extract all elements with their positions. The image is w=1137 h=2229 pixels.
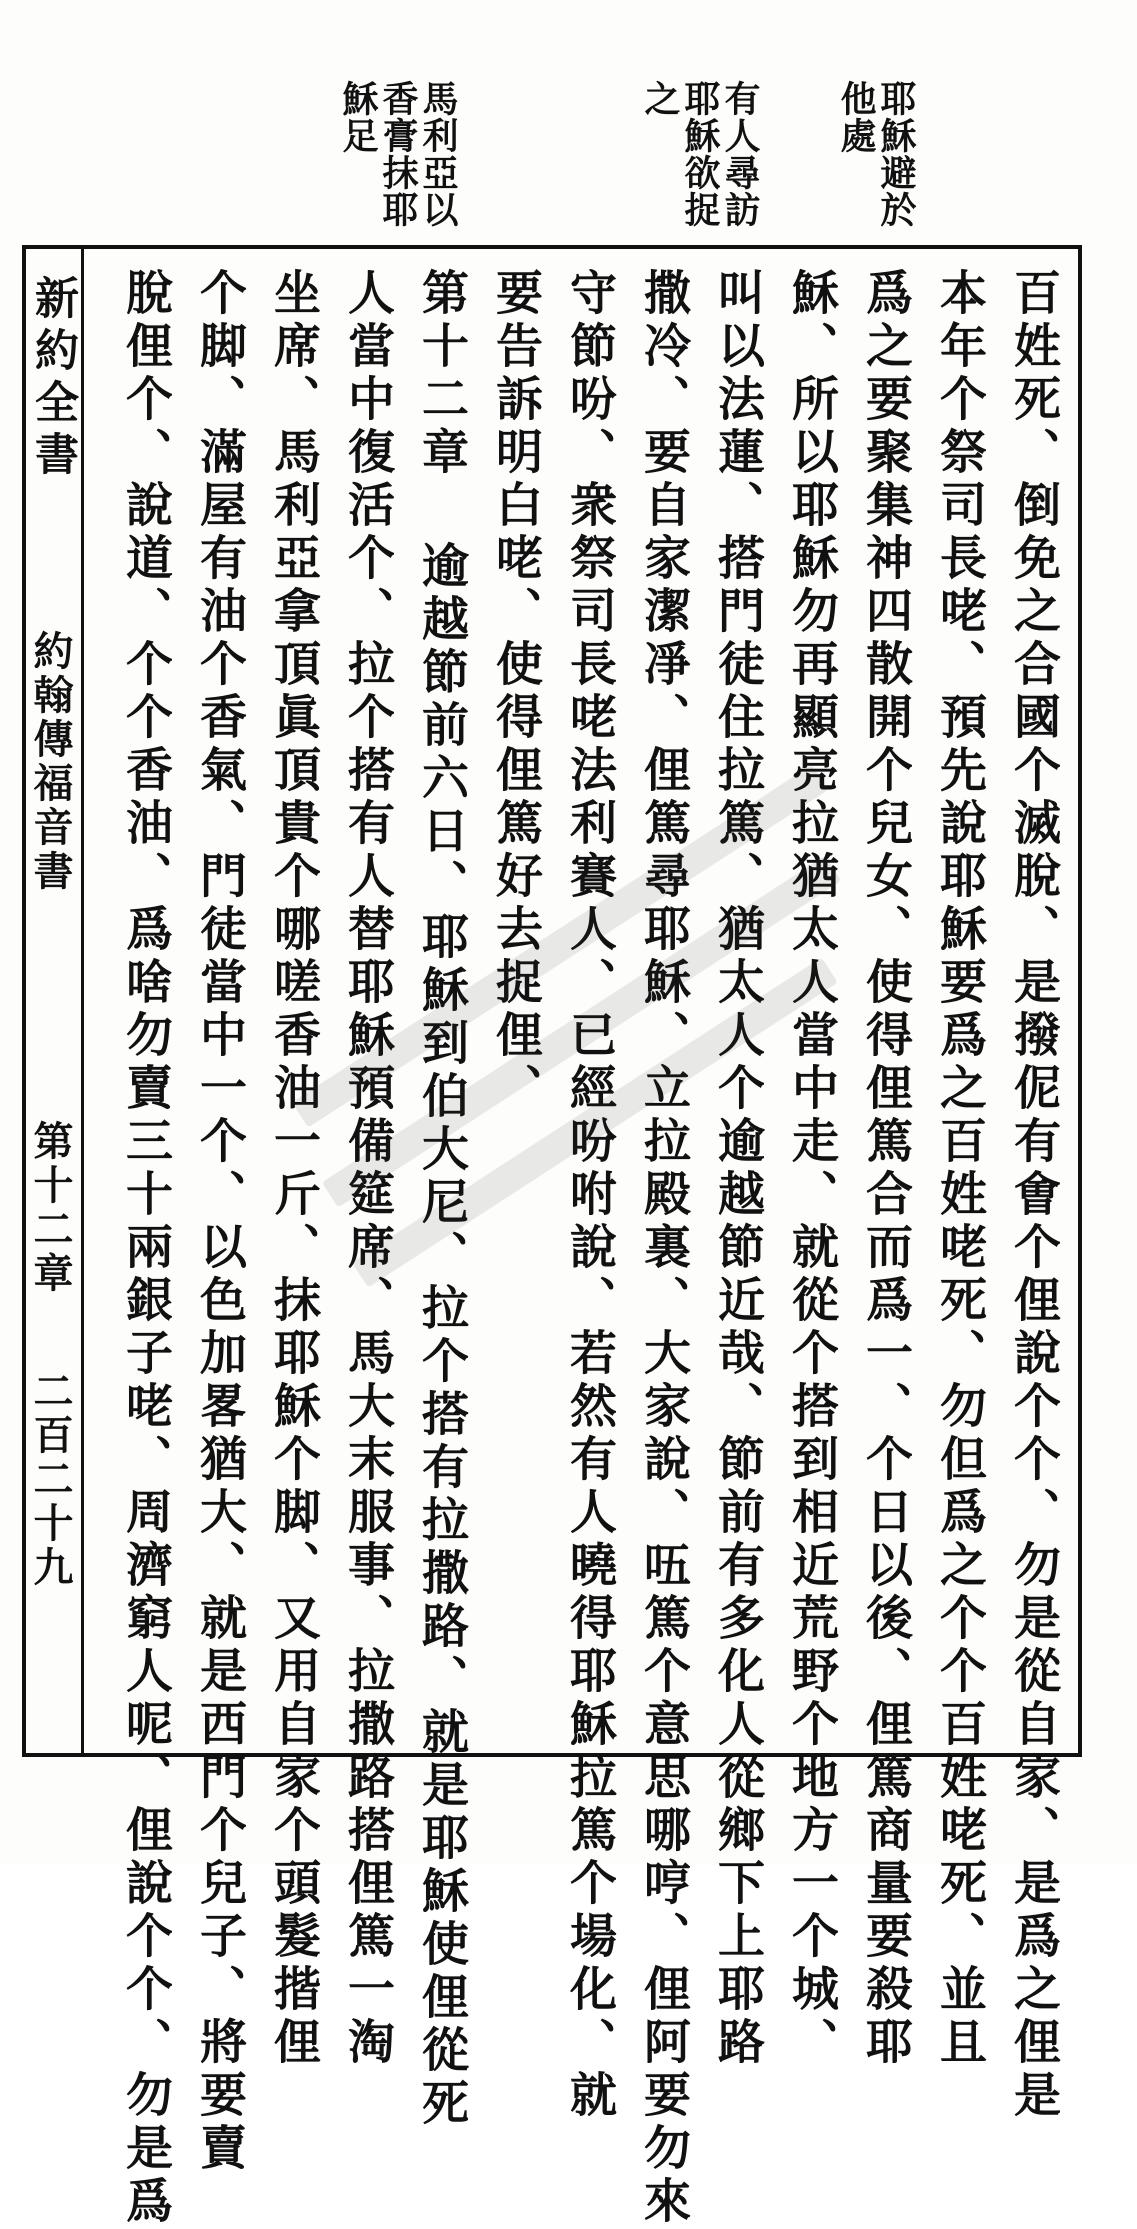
header-note-2-line-2: 耶穌欲捉 xyxy=(679,80,721,228)
chapter-label: 第十二章 xyxy=(27,1120,74,1296)
text-column-9: 第十二章 逾越節前六日、耶穌到伯大尼、拉个搭有拉撒路、就是耶穌使俚從死 xyxy=(414,268,469,2131)
text-column-8: 要告訴明白咾、使得俚篤好去捉俚、 xyxy=(488,268,543,1116)
header-note-3-line-2: 香膏抹耶 xyxy=(377,80,419,228)
text-column-1: 百姓死、倒免之合國个滅脫、是撥伲有㑹个俚說个个、勿是從自家、是爲之俚是 xyxy=(1006,268,1061,2123)
page-number: 二百二十九 xyxy=(27,1370,74,1590)
book-name: 約翰傳福音書 xyxy=(27,630,74,894)
text-column-12: 个脚、滿屋有油个香氣、門徒當中一个、以色加畧猶大、就是西門个兒子、將要賣 xyxy=(192,268,247,2176)
header-note-3-line-3: 穌足 xyxy=(337,80,379,154)
text-column-6: 撒冷、要自家潔凈、俚篤尋耶穌、立拉殿裏、大家說、㕶篤个意思哪哼、俚阿要勿來 xyxy=(636,268,691,2229)
text-column-7: 守節吩、衆祭司長咾法利賽人、已經吩咐說、若然有人曉得耶穌拉篤个場化、就 xyxy=(562,268,617,2123)
text-column-5: 叫以法蓮、搭門徒住拉篤、猶太人个逾越節近哉、節前有多化人從鄉下上耶路 xyxy=(710,268,765,2070)
text-column-13: 脫俚个、說道、个个香油、爲啥勿賣三十兩銀子咾、周濟窮人呢、俚說个个、勿是爲 xyxy=(118,268,173,2229)
header-note-2-line-1: 有人尋訪 xyxy=(719,80,761,228)
text-column-3: 爲之要聚集神四散開个兒女、使得俚篤合而爲一、个日以後、俚篤商量要殺耶 xyxy=(858,268,913,2070)
text-column-4: 穌、所以耶穌勿再顯亮拉猶太人當中走、就從个搭到相近荒野个地方一个城、 xyxy=(784,268,839,2070)
text-column-11: 坐席、馬利亞拿頂眞頂貴个哪嗟香油一斤、抹耶穌个脚、又用自家个頭髮揩俚 xyxy=(266,268,321,2070)
text-column-10: 人當中復活个、拉个搭有人替耶穌預備筵席、馬大末服事、拉撒路搭俚篤一淘 xyxy=(340,268,395,2070)
header-note-2-line-3: 之 xyxy=(639,80,681,117)
page-frame xyxy=(22,245,1082,1757)
header-note-1-line-1: 耶穌避於 xyxy=(875,80,917,228)
text-column-2: 本年个祭司長咾、預先說耶穌要爲之百姓咾死、勿但爲之个个百姓咾死、並且 xyxy=(932,268,987,2070)
book-title: 新約全書 xyxy=(27,275,78,483)
header-note-1-line-2: 他處 xyxy=(835,80,877,154)
header-note-3-line-1: 馬利亞以 xyxy=(417,80,459,228)
